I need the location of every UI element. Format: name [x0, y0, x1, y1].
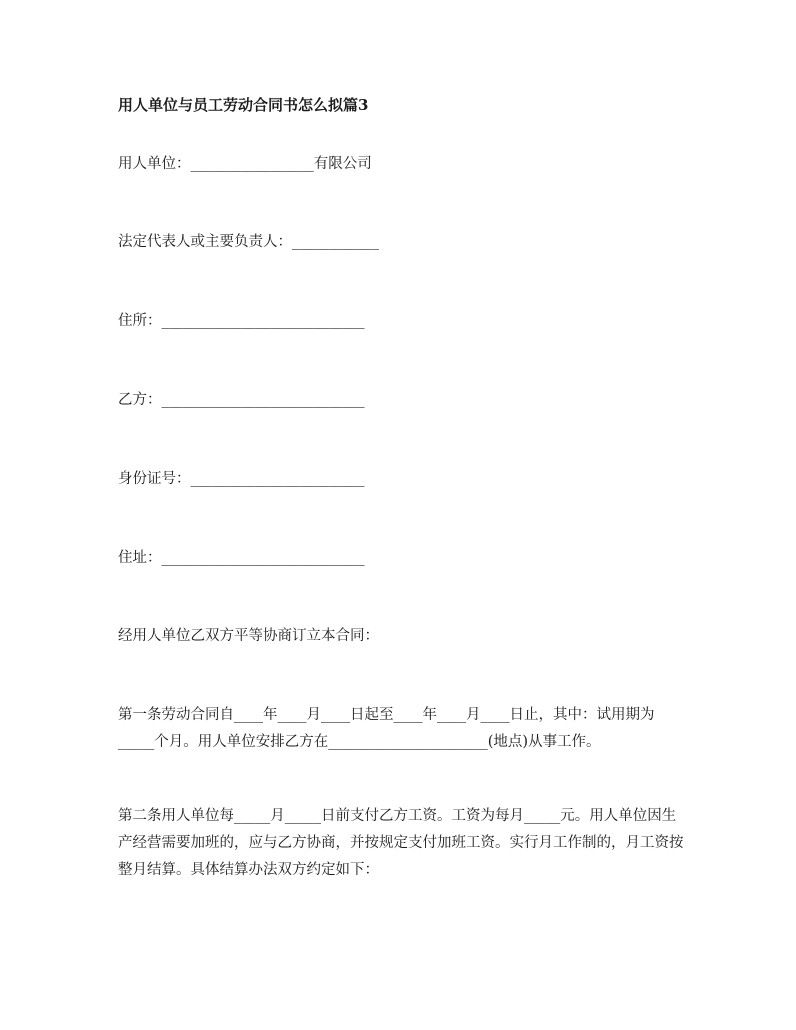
article-1-paragraph: 第一条劳动合同自____年____月____日起至____年____月____日止，其中：试用期为_____个月。用人单位安排乙方在______________________(地点)从事工作。 — [118, 707, 655, 750]
employer-field: 用人单位：_________________有限公司 — [118, 156, 372, 172]
employer-address-field: 住所：____________________________ — [118, 313, 365, 329]
party-b-field: 乙方：____________________________ — [118, 392, 365, 408]
legal-representative-field: 法定代表人或主要负责人：____________ — [118, 234, 379, 250]
article-2-paragraph: 第二条用人单位每_____月_____日前支付乙方工资。工资为每月_____元。用人单位因生产经营需要加班的，应与乙方协商，并按规定支付加班工资。实行月工作制的，月工资按整月结算。具体结算办法双方约定如下： — [118, 808, 684, 878]
party-b-address-field: 住址：____________________________ — [118, 550, 365, 566]
id-number-field: 身份证号：________________________ — [118, 471, 365, 487]
document-title: 用人单位与员工劳动合同书怎么拟篇3 — [118, 96, 369, 114]
intro-paragraph: 经用人单位乙双方平等协商订立本合同： — [118, 628, 379, 644]
